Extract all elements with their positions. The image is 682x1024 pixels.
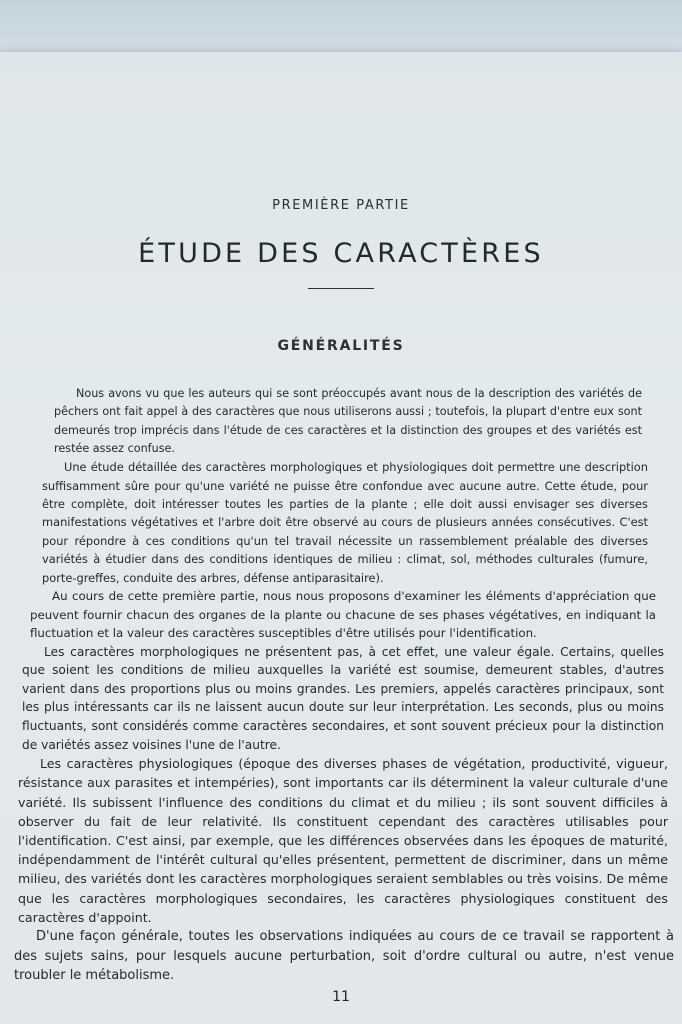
title-divider bbox=[308, 288, 374, 289]
paragraph bbox=[14, 385, 674, 458]
paragraph-text: Une étude détaillée des caractères morphologiques et physiologiques doit permettre une description suffisamment sûre pour qu'une variété ne puisse être confondue avec aucune autre. Cette étude, pour être complète, doit intéresser toutes les parties de la plante ; elle doit aussi envisager ses diverses manifestations végétatives et l'arbre doit être observé au cours de plusieurs années consécutives. C'est pour répondre à ces conditions qu'un tel travail nécessite un rassemblement préalable des diverses variétés à étudier dans des conditions identiques de milieu : climat, sol, méthodes culturales (fumure, porte-greffes, conduite des arbres, défense antiparasitaire). bbox=[42, 460, 648, 585]
paragraph-text: Les caractères morphologiques ne présentent pas, à cet effet, une valeur égale. Certains, quelles que soient les conditions de milieu auxquelles la variété est soumise, demeurent stables, d'autres varient dans des proportions plus ou moins grandes. Les premiers, appelés caractères principaux, sont les plus intéressants car ils ne laissent aucun doute sur leur interprétation. Les seconds, plus ou moins fluctuants, sont considérés comme caractères secondaires, et sont souvent précieux pour la distinction de variétés assez voisines l'une de l'autre. bbox=[22, 644, 664, 752]
paragraph bbox=[14, 927, 674, 986]
paragraph-text: Les caractères physiologiques (époque des diverses phases de végétation, productivité, vigueur, résistance aux parasites et intempéries), sont importants car ils déterminent la valeur culturale d'une variété. Ils subissent l'influence des conditions du climat et du milieu ; ils sont souvent difficiles à observer du fait de leur relativité. Ils constituent cependant des caractères utilisables pour l'identification. C'est ainsi, par exemple, que les différences observées dans les époques de maturité, indépendamment de l'intérêt cultural qu'elles présentent, permettent de discriminer, dans un même milieu, des variétés dont les caractères morphologiques seraient semblables ou très voisins. De même que les caractères morphologiques secondaires, les caractères physiologiques constituent des caractères d'appoint. bbox=[18, 756, 668, 925]
body-text bbox=[14, 385, 674, 986]
paragraph bbox=[14, 458, 674, 587]
page-title: ÉTUDE DES CARACTÈRES bbox=[138, 238, 544, 269]
paragraph-text: D'une façon générale, toutes les observations indiquées au cours de ce travail se rapportent à des sujets sains, pour lesquels aucune perturbation, soit d'ordre cultural ou autre, n'est venue troubler le métabolisme. bbox=[14, 928, 674, 984]
page-number: 11 bbox=[332, 989, 350, 1005]
paragraph bbox=[14, 587, 674, 643]
paragraph bbox=[14, 643, 674, 755]
background-wall bbox=[0, 0, 682, 60]
part-label: PREMIÈRE PARTIE bbox=[272, 198, 410, 213]
paragraph-text: Au cours de cette première partie, nous nous proposons d'examiner les éléments d'appréciation que peuvent fournir chacun des organes de la plante ou chacune de ses phases végétatives, en indiquant la fluctuation et la valeur des caractères susceptibles d'être utilisés pour l'identification. bbox=[30, 589, 656, 641]
book-page bbox=[0, 52, 682, 1024]
section-title: GÉNÉRALITÉS bbox=[277, 338, 405, 354]
paragraph bbox=[14, 754, 674, 927]
paragraph-text: Nous avons vu que les auteurs qui se sont préoccupés avant nous de la description des variétés de pêchers ont fait appel à des caractères que nous utiliserons aussi ; toutefois, la plupart d'entre eux sont demeurés trop imprécis dans l'étude de ces caractères et la distinction des groupes et des variétés est restée assez confuse. bbox=[54, 387, 642, 455]
